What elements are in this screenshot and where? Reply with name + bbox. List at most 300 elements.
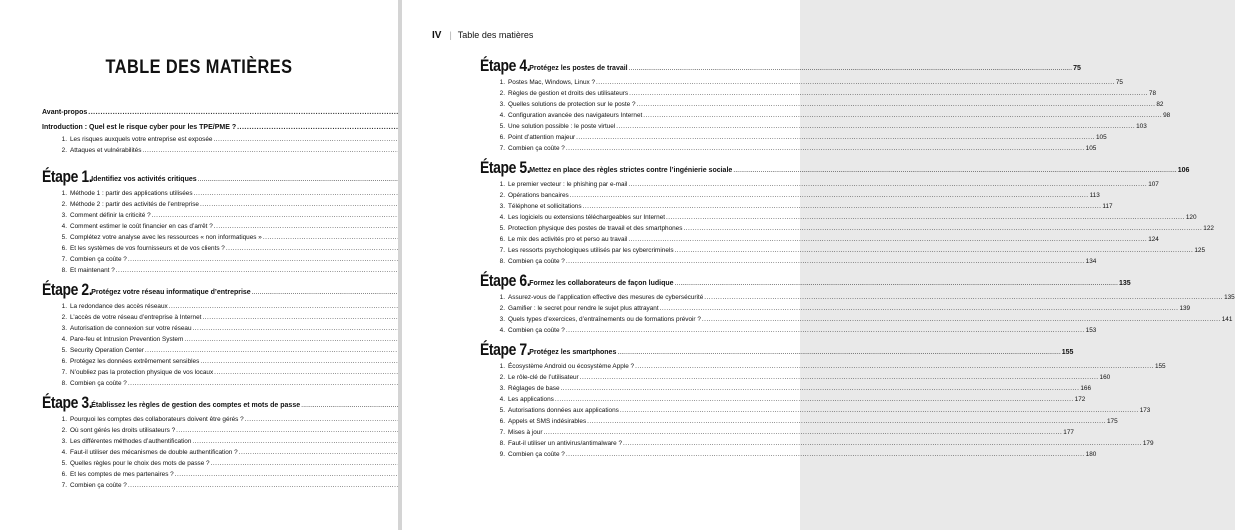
entry-label (494, 179, 627, 190)
right-page (402, 0, 1235, 530)
dot-leader (702, 314, 1221, 325)
dot-leader (543, 427, 1062, 438)
entry-page: 153 (1085, 327, 1097, 334)
dot-leader (566, 449, 1085, 460)
entry-label (494, 201, 582, 212)
toc-entry[interactable] (494, 427, 1074, 438)
toc-entry[interactable] (494, 449, 1097, 460)
entry-label (494, 325, 565, 336)
toc-entry[interactable] (56, 199, 320, 210)
entry-label (56, 447, 238, 458)
entry-label (56, 134, 212, 145)
toc-entry[interactable] (494, 314, 1233, 325)
entry-number: 2. (499, 90, 505, 97)
toc-entry[interactable] (56, 254, 320, 265)
toc-entry[interactable] (494, 234, 1159, 245)
step-heading[interactable] (480, 339, 1074, 359)
entry-text: Les applications (508, 396, 554, 403)
entry-text: Attaques et vulnérabilités (70, 147, 142, 154)
entry-text: Le premier vecteur : le phishing par e-mail (508, 181, 628, 188)
entry-text: Le mix des activités pro et perso au travail (508, 236, 628, 243)
toc-entry[interactable] (494, 325, 1097, 336)
toc-entry[interactable] (56, 458, 320, 469)
entry-number: 8. (61, 380, 67, 387)
entry-number: 4. (61, 336, 67, 343)
entry-number: 1. (499, 79, 505, 86)
entry-text: Une solution possible : le poste virtuel (508, 123, 616, 130)
dot-leader (566, 325, 1085, 336)
entry-text: Méthode 1 : partir des applications utilisées (70, 190, 193, 197)
entry-number: 2. (61, 427, 67, 434)
step-heading[interactable] (42, 279, 320, 298)
entry-text: Pare-feu et Intrusion Prevention System (70, 336, 184, 343)
toc-title: TABLE DES MATIÈRES (105, 57, 293, 78)
entry-number: 7. (499, 429, 505, 436)
entry-number: 5. (61, 347, 67, 354)
toc-entry[interactable] (494, 438, 1154, 449)
toc-entry[interactable] (56, 243, 320, 254)
intro-section (42, 106, 320, 156)
entry-label (494, 405, 619, 416)
toc-entry[interactable] (56, 334, 320, 345)
entry-text: Postes Mac, Windows, Linux ? (508, 79, 596, 86)
toc-entry[interactable] (494, 190, 1100, 201)
entry-text: Autorisations données aux applications (508, 407, 619, 414)
entry-number: 5. (61, 234, 67, 241)
main-entry-label: Introduction : Quel est le risque cyber pour les TPE/PME ? (42, 124, 237, 131)
entry-page: 179 (1142, 440, 1154, 447)
step-page: 135 (1118, 280, 1131, 287)
entry-text: Configuration avancée des navigateurs Internet (508, 112, 643, 119)
entry-number: 7. (61, 256, 67, 263)
entry-text: Combien ça coûte ? (508, 327, 565, 334)
dot-leader (629, 88, 1148, 99)
entry-text: Quelles règles pour le choix des mots de passe ? (70, 460, 210, 467)
entry-number: 6. (61, 471, 67, 478)
entry-label (56, 469, 174, 480)
entry-label (494, 438, 622, 449)
entry-text: Combien ça coûte ? (508, 258, 565, 265)
entry-number: 3. (499, 203, 505, 210)
dot-leader (629, 63, 1072, 74)
step-page: 155 (1061, 349, 1074, 356)
entry-number: 3. (61, 325, 67, 332)
toc-entry[interactable] (56, 425, 320, 436)
entry-text: Combien ça coûte ? (70, 380, 127, 387)
entry-text: Combien ça coûte ? (508, 451, 565, 458)
entry-text: L’accès de votre réseau d’entreprise à Internet (70, 314, 202, 321)
toc-entry[interactable] (56, 480, 320, 491)
entry-text: Protection physique des postes de travail et des smartphones (508, 225, 683, 232)
entry-text: Téléphone et sollicitations (508, 203, 582, 210)
dot-leader (566, 143, 1085, 154)
dot-leader (704, 292, 1223, 303)
toc-entry[interactable] (494, 132, 1107, 143)
entry-text: Security Operation Center (70, 347, 144, 354)
entry-number: 1. (61, 190, 67, 197)
toc-entry[interactable] (56, 301, 320, 312)
entry-number: 2. (61, 147, 67, 154)
entry-label (56, 334, 183, 345)
step-heading[interactable] (42, 392, 320, 411)
toc-entry[interactable] (494, 99, 1164, 110)
entry-label (494, 449, 565, 460)
toc-entry[interactable] (42, 145, 320, 156)
entry-text: Complétez votre analyse avec les ressources « non informatiques » (70, 234, 262, 241)
entry-page: 113 (1089, 192, 1100, 199)
entry-number: 6. (499, 236, 505, 243)
entry-page: 98 (1163, 112, 1171, 119)
entry-page: 103 (1136, 123, 1147, 130)
dot-leader (596, 77, 1115, 88)
entry-text: Autorisation de connexion sur votre réseau (70, 325, 192, 332)
step-label: Étape 3. (42, 393, 93, 412)
entry-number: 7. (61, 369, 67, 376)
entry-label (494, 99, 636, 110)
entry-number: 4. (61, 223, 67, 230)
entry-text: Écosystème Android ou écosystème Apple ? (508, 363, 635, 370)
entry-page: 122 (1203, 225, 1214, 232)
entry-label (494, 383, 560, 394)
dot-leader (675, 278, 1118, 289)
entry-page: 172 (1074, 396, 1086, 403)
toc-entry[interactable] (494, 201, 1113, 212)
step-items (480, 179, 1214, 267)
toc-entry[interactable] (494, 179, 1159, 190)
entry-label (494, 121, 615, 132)
entry-label (494, 77, 595, 88)
toc-entry[interactable] (56, 469, 320, 480)
entry-number: 3. (499, 316, 505, 323)
entry-number: 3. (499, 101, 505, 108)
entry-text: Combien ça coûte ? (70, 256, 127, 263)
toc-entry[interactable] (56, 323, 320, 334)
entry-number: 5. (499, 407, 505, 414)
entry-label (494, 234, 627, 245)
entry-page: 180 (1085, 451, 1097, 458)
toc-entry[interactable] (56, 367, 320, 378)
entry-number: 4. (61, 449, 67, 456)
step-items (480, 77, 1171, 154)
entry-label (494, 314, 701, 325)
entry-label (56, 221, 213, 232)
toc-entry[interactable] (56, 232, 320, 243)
entry-number: 4. (499, 214, 505, 221)
toc-entry[interactable] (56, 414, 320, 425)
entry-label (494, 303, 659, 314)
entry-number: 8. (499, 258, 505, 265)
step-title: Protégez votre réseau informatique d’entreprise (91, 289, 251, 296)
entry-number: 1. (499, 181, 505, 188)
entry-number: 4. (499, 396, 505, 403)
entry-number: 2. (499, 374, 505, 381)
entry-text: Les différentes méthodes d’authentification (70, 438, 192, 445)
step-heading[interactable] (480, 157, 1190, 177)
entry-label (494, 223, 682, 234)
entry-number: 5. (499, 123, 505, 130)
step-heading[interactable] (480, 270, 1131, 290)
entry-label (56, 425, 175, 436)
dot-leader (580, 372, 1099, 383)
entry-number: 2. (61, 201, 67, 208)
entry-number: 7. (499, 145, 505, 152)
entry-number: 7. (61, 482, 67, 489)
running-head-title: Table des matières (457, 30, 534, 40)
entry-label (56, 345, 144, 356)
entry-text: Où sont gérés les droits utilisateurs ? (70, 427, 176, 434)
toc-entry[interactable] (494, 303, 1191, 314)
entry-label (56, 243, 225, 254)
toc-entry[interactable] (494, 372, 1111, 383)
entry-text: Règles de gestion et droits des utilisateurs (508, 90, 629, 97)
step-section (42, 392, 320, 491)
entry-text: Appels et SMS indésirables (508, 418, 587, 425)
step-section (42, 166, 320, 276)
entry-number: 1. (61, 303, 67, 310)
entry-label (56, 436, 191, 447)
step-label: Étape 1. (42, 167, 93, 186)
entry-page: 166 (1080, 385, 1092, 392)
step-label: Étape 2. (42, 280, 93, 299)
entry-text: N’oubliez pas la protection physique de vos locaux (70, 369, 214, 376)
toc-entry[interactable] (494, 121, 1147, 132)
dot-leader (583, 201, 1102, 212)
running-head: IV | Table des matières (432, 30, 534, 41)
entry-number: 4. (499, 112, 505, 119)
entry-page: 82 (1156, 101, 1164, 108)
step-items (42, 188, 320, 276)
toc-entry[interactable] (56, 265, 320, 276)
entry-label (494, 212, 665, 223)
toc-entry[interactable] (56, 345, 320, 356)
entry-label (56, 367, 213, 378)
entry-text: Les ressorts psychologiques utilisés par les cybercriminels (508, 247, 674, 254)
dot-leader (570, 190, 1089, 201)
dot-leader (555, 394, 1074, 405)
entry-label (56, 254, 127, 265)
entry-text: Opérations bancaires (508, 192, 569, 199)
entry-label (56, 301, 168, 312)
entry-page: 105 (1095, 134, 1107, 141)
entry-number: 4. (499, 327, 505, 334)
step-label: Étape 5. (480, 158, 531, 177)
toc-entry[interactable] (56, 210, 320, 221)
step-items (480, 361, 1166, 460)
entry-number: 3. (499, 385, 505, 392)
toc-entry[interactable] (494, 88, 1157, 99)
toc-entry[interactable] (56, 188, 320, 199)
left-steps (42, 166, 320, 494)
toc-entry[interactable] (56, 378, 320, 389)
dot-leader (733, 165, 1176, 176)
step-section (480, 157, 1214, 267)
left-page (0, 0, 398, 530)
entry-label (56, 232, 262, 243)
entry-number: 6. (499, 134, 505, 141)
entry-number: 8. (61, 267, 67, 274)
entry-label (56, 199, 199, 210)
entry-number: 6. (61, 245, 67, 252)
entry-text: Mises à jour (508, 429, 543, 436)
entry-text: Gamifier : le secret pour rendre le sujet plus attrayant (508, 305, 659, 312)
step-title: Identifiez vos activités critiques (91, 176, 197, 183)
entry-label (56, 312, 201, 323)
entry-label (494, 256, 565, 267)
entry-text: Comment définir la criticité ? (70, 212, 151, 219)
entry-label (494, 245, 674, 256)
main-entry-label: Avant-propos (42, 109, 88, 116)
entry-label (56, 210, 151, 221)
dot-leader (617, 347, 1060, 358)
entry-page: 124 (1148, 236, 1159, 243)
entry-number: 9. (499, 451, 505, 458)
step-heading[interactable] (42, 166, 320, 185)
step-page: 75 (1073, 65, 1081, 72)
toc-entry[interactable] (56, 447, 320, 458)
entry-text: Et les systèmes de vos fournisseurs et de vos clients ? (70, 245, 225, 252)
entry-label (56, 480, 127, 491)
entry-page: 141 (1221, 316, 1233, 323)
dot-leader (623, 438, 1142, 449)
entry-number: 8. (499, 440, 505, 447)
dot-leader (561, 383, 1080, 394)
entry-number: 2. (499, 305, 505, 312)
entry-number: 5. (499, 225, 505, 232)
entry-text: Et maintenant ? (70, 267, 115, 274)
dot-leader (675, 245, 1194, 256)
entry-page: 173 (1139, 407, 1151, 414)
entry-number: 1. (499, 294, 505, 301)
step-title: Protégez les smartphones (529, 349, 617, 356)
toc-entry[interactable] (494, 143, 1097, 154)
toc-entry[interactable] (494, 361, 1166, 372)
toc-entry[interactable] (494, 292, 1235, 303)
entry-page: 117 (1102, 203, 1113, 210)
toc-entry[interactable] (56, 436, 320, 447)
entry-text: Combien ça coûte ? (508, 145, 565, 152)
toc-entry[interactable] (494, 245, 1206, 256)
toc-entry[interactable] (56, 356, 320, 367)
entry-number: 5. (61, 460, 67, 467)
entry-label (56, 378, 127, 389)
step-title: Mettez en place des règles strictes contre l’ingénierie sociale (529, 167, 733, 174)
entry-label (56, 265, 115, 276)
step-label: Étape 6. (480, 271, 531, 290)
entry-label (56, 414, 244, 425)
dot-leader (628, 234, 1147, 245)
entry-number: 7. (499, 247, 505, 254)
step-heading[interactable] (480, 55, 1081, 75)
entry-text: Réglages de base (508, 385, 560, 392)
entry-label (494, 416, 586, 427)
entry-page: 105 (1085, 145, 1097, 152)
entry-label (494, 292, 703, 303)
entry-page: 139 (1179, 305, 1191, 312)
entry-label (56, 458, 210, 469)
entry-label (56, 188, 193, 199)
entry-text: Méthode 2 : partir des activités de l’entreprise (70, 201, 199, 208)
entry-text: Les logiciels ou extensions téléchargeables sur Internet (508, 214, 666, 221)
entry-text: Comment estimer le coût financier en cas d’arrêt ? (70, 223, 213, 230)
entry-page: 177 (1063, 429, 1074, 436)
step-items (42, 301, 320, 389)
step-page: 106 (1177, 167, 1190, 174)
entry-label (494, 394, 554, 405)
step-title: Protégez les postes de travail (529, 65, 628, 72)
entry-page: 125 (1194, 247, 1206, 254)
toc-entry[interactable] (494, 394, 1086, 405)
entry-label (494, 132, 575, 143)
entry-text: Le rôle-clé de l’utilisateur (508, 374, 579, 381)
entry-page: 155 (1154, 363, 1166, 370)
entry-text: Faut-il utiliser des mécanismes de double authentification ? (70, 449, 238, 456)
toc-entry[interactable] (494, 405, 1151, 416)
entry-number: 2. (499, 192, 505, 199)
entry-page: 160 (1099, 374, 1111, 381)
entry-text: La redondance des accès réseaux (70, 303, 168, 310)
toc-main-entry[interactable] (42, 121, 320, 134)
dot-leader (628, 179, 1147, 190)
dot-leader (637, 99, 1156, 110)
entry-text: Pourquoi les comptes des collaborateurs doivent être gérés ? (70, 416, 244, 423)
toc-entry[interactable] (494, 77, 1123, 88)
step-items (480, 292, 1235, 336)
toc-entry[interactable] (494, 383, 1092, 394)
toc-entry[interactable] (494, 223, 1214, 234)
toc-entry[interactable] (494, 110, 1171, 121)
entry-text: Combien ça coûte ? (70, 482, 127, 489)
toc-entry[interactable] (42, 134, 320, 145)
dot-leader (620, 405, 1139, 416)
toc-entry[interactable] (494, 256, 1097, 267)
entry-page: 135 (1224, 294, 1235, 301)
entry-text: Quels types d’exercices, d’entraînements ou de formations prévoir ? (508, 316, 701, 323)
entry-text: Point d’attention majeur (508, 134, 576, 141)
entry-number: 6. (61, 358, 67, 365)
dot-leader (576, 132, 1095, 143)
entry-page: 78 (1148, 90, 1157, 97)
toc-entry[interactable] (56, 221, 320, 232)
step-section (480, 270, 1235, 336)
entry-number: 3. (61, 438, 67, 445)
entry-label (494, 143, 565, 154)
entry-label (494, 110, 642, 121)
entry-label (494, 361, 634, 372)
entry-number: 1. (61, 136, 67, 143)
entry-number: 2. (61, 314, 67, 321)
dot-leader (616, 121, 1135, 132)
toc-entry[interactable] (56, 312, 320, 323)
entry-text: Quelles solutions de protection sur le poste ? (508, 101, 636, 108)
toc-main-entry[interactable] (42, 106, 320, 119)
step-title: Formez les collaborateurs de façon ludique (529, 280, 674, 287)
toc-entry[interactable] (494, 416, 1118, 427)
entry-page: 175 (1106, 418, 1118, 425)
entry-text: Faut-il utiliser un antivirus/antimalware ? (508, 440, 623, 447)
entry-number: 6. (499, 418, 505, 425)
dot-leader (566, 256, 1085, 267)
entry-page: 107 (1148, 181, 1159, 188)
entry-label (56, 145, 141, 156)
step-section (42, 279, 320, 389)
entry-text: Protégez les données extrêmement sensibles (70, 358, 200, 365)
right-steps (480, 55, 1235, 463)
step-section (480, 55, 1171, 154)
toc-entry[interactable] (494, 212, 1197, 223)
dot-leader (635, 361, 1154, 372)
dot-leader (683, 223, 1202, 234)
entry-text: Et les comptes de mes partenaires ? (70, 471, 174, 478)
